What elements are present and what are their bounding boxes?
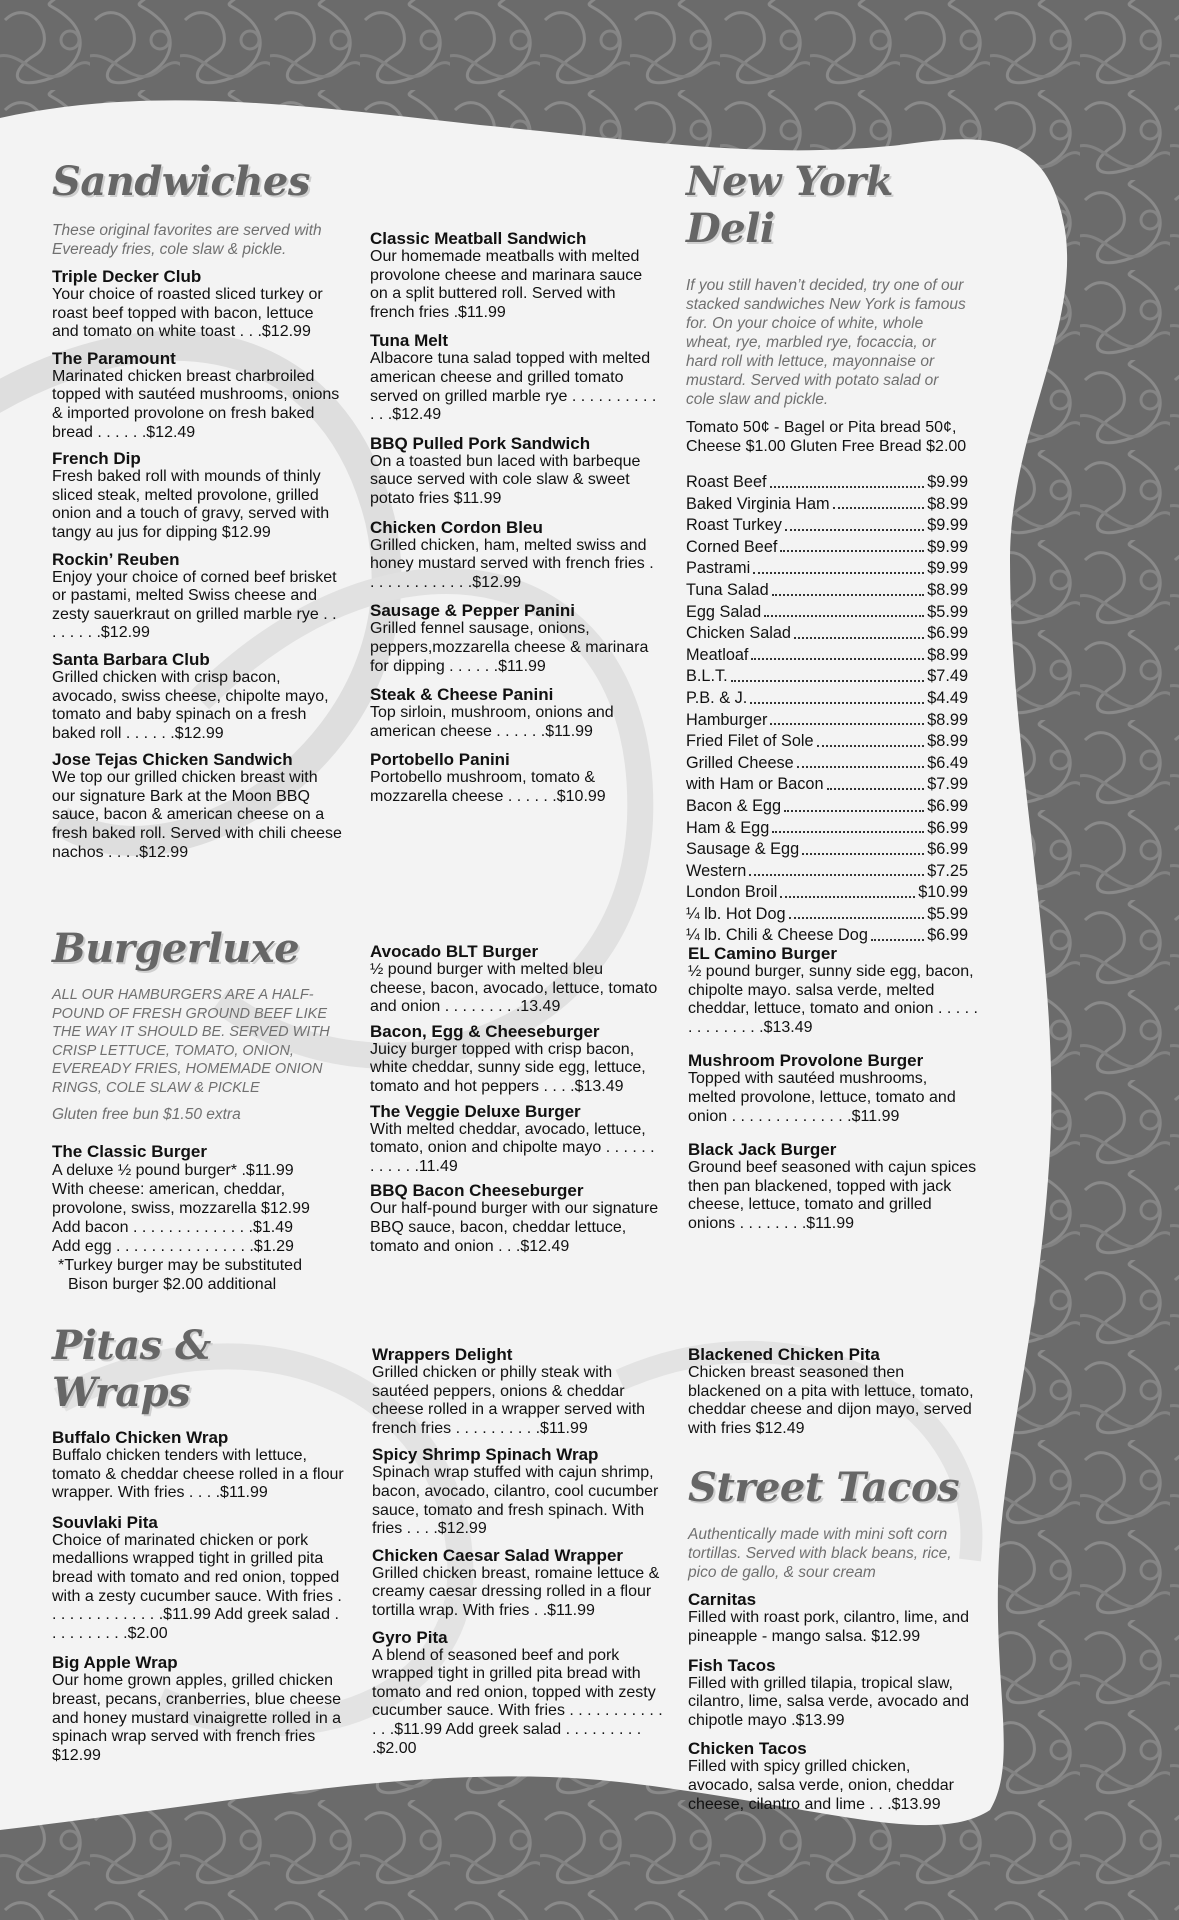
dot-leader [780, 882, 915, 898]
item-description: Chicken breast seasoned then blackened on a pita with lettuce, tomato, cheddar cheese and dijon mayo, served with fries $12.49 [688, 1364, 974, 1437]
item-description: Ground beef seasoned with cajun spices then pan blackened, topped with jack cheese, lettuce, tomato and grilled onions . . . . . . . .$11.99 [688, 1159, 977, 1232]
item-description: ½ pound burger, sunny side egg, bacon, chipolte mayo. salsa verde, melted cheddar, lettuce, tomato and onion . . . . . . . . . . . . . .$13.49 [688, 963, 978, 1036]
sandwiches-section [52, 158, 344, 869]
item-name: Avocado BLT Burger [370, 942, 539, 961]
classic-line: Add bacon . . . . . . . . . . . . . .$1.49 [52, 1219, 294, 1236]
deli-item-sausage-egg [686, 839, 968, 861]
dot-leader [772, 580, 925, 596]
menu-item-bacon-egg-cheeseburger [370, 1022, 662, 1097]
item-description: Grilled chicken, ham, melted swiss and honey mustard served with french fries . . . . . . . . . . . . .$12.99 [370, 536, 654, 591]
menu-item-rockin-reuben [52, 550, 344, 643]
item-name: Chicken Caesar Salad Wrapper [372, 1545, 624, 1565]
menu-item-chicken-caesar-salad-wrapper [372, 1546, 664, 1621]
deli-item-name: B.L.T. [686, 667, 728, 686]
deli-item-price: $8.99 [927, 580, 968, 599]
deli-section [686, 158, 968, 947]
menu-item-the-veggie-deluxe-burger [370, 1102, 662, 1177]
pitas-title: Pitas & Wraps [52, 1322, 211, 1416]
dot-leader [770, 472, 925, 488]
dot-leader [802, 839, 924, 855]
item-name: The Paramount [52, 348, 176, 368]
pitas-column-3 [688, 1345, 978, 1823]
item-name: Spicy Shrimp Spinach Wrap [372, 1445, 599, 1465]
dot-leader [789, 904, 925, 920]
deli-item-price: $6.99 [927, 926, 968, 945]
item-description: Grilled fennel sausage, onions, peppers,mozzarella cheese & marinara for dipping . . . . . .$11.99 [370, 620, 649, 675]
menu-item-santa-barbara-club [52, 650, 344, 743]
item-name: French Dip [52, 449, 141, 469]
classic-line: A deluxe ½ pound burger* .$11.99 [52, 1162, 294, 1179]
pitas-section [52, 1322, 344, 1775]
menu-item-bbq-bacon-cheeseburger [370, 1181, 662, 1256]
deli-item-name: Hamburger [686, 710, 768, 729]
dot-leader [785, 515, 924, 531]
deli-item-name: Western [686, 861, 747, 880]
burgers-section [52, 925, 344, 1301]
menu-item-portobello-panini [370, 750, 662, 806]
deli-item-price: $9.99 [927, 473, 968, 491]
item-description: ½ pound burger with melted bleu cheese, bacon, avocado, lettuce, tomato and onion . . . . . . . . .13.49 [370, 961, 658, 1016]
item-description: Choice of marinated chicken or pork medallions wrapped tight in grilled pita bread with tomato and red onion, topped with a zesty cucumber sauce. With fries . . . . . . . . . . . . . .$11.99 Add greek salad . . . . . . . . . .$2.00 [52, 1531, 342, 1642]
deli-item-london-broil [686, 882, 968, 904]
item-description: Marinated chicken breast charbroiled topped with sautéed mushrooms, onions & imported provolone on fresh baked bread . . . . . .$12.49 [52, 367, 340, 441]
item-description: Portobello mushroom, tomato & mozzarella cheese . . . . . .$10.99 [370, 769, 606, 805]
menu-item-souvlaki-pita [52, 1513, 344, 1644]
deli-item-name: Chicken Salad [686, 624, 791, 643]
deli-item-name: London Broil [686, 883, 778, 902]
deli-item-name: Roast Beef [686, 473, 767, 491]
item-name: Sausage & Pepper Panini [370, 601, 576, 621]
dot-leader [751, 645, 924, 661]
classic-line: provolone, swiss, mozzarella $12.99 [52, 1200, 310, 1217]
item-name: EL Camino Burger [688, 944, 837, 963]
item-name: Classic Meatball Sandwich [370, 229, 587, 248]
deli-item-bacon-egg [686, 796, 968, 818]
item-name: Steak & Cheese Panini [370, 685, 554, 705]
classic-line: Add egg . . . . . . . . . . . . . . . .$1.29 [52, 1238, 294, 1255]
menu-item-the-paramount [52, 349, 344, 442]
deli-item-name: Grilled Cheese [686, 753, 794, 772]
dot-leader [780, 537, 924, 553]
deli-item-name: ¼ lb. Hot Dog [686, 904, 786, 923]
item-description: A blend of seasoned beef and pork wrapped tight in grilled pita bread with tomato and red onion, topped with zesty cucumber sauce. With fries . . . . . . . . . . . . . .$11.99 Add greek salad . . . . . . . . . .$2.00 [372, 1646, 663, 1757]
item-description: With melted cheddar, avocado, lettuce, tomato, onion and chipolte mayo . . . . . . . . . . . .11.49 [370, 1120, 655, 1175]
item-description: We top our grilled chicken breast with our signature Bark at the Moon BBQ sauce, bacon & american cheese on a fresh baked roll. Served with chili cheese nachos . . . .$12.99 [52, 769, 342, 861]
deli-item-name: Roast Turkey [686, 516, 782, 535]
item-name: Buffalo Chicken Wrap [52, 1428, 229, 1447]
deli-item-baked-virginia-ham [686, 494, 968, 516]
item-name: Wrappers Delight [372, 1345, 513, 1364]
menu-item-el-camino-burger [688, 944, 978, 1037]
deli-item-price: $5.99 [927, 602, 968, 621]
dot-leader [871, 925, 924, 941]
menu-item-french-dip [52, 449, 344, 542]
item-description: Our half-pound burger with our signature BBQ sauce, bacon, cheddar lettuce, tomato and onion . . .$12.49 [370, 1200, 659, 1255]
classic-line: Bison burger $2.00 additional [68, 1276, 277, 1293]
deli-item-name: Baked Virginia Ham [686, 494, 830, 513]
dot-leader [753, 558, 924, 574]
deli-item-price: $6.49 [927, 753, 968, 772]
menu-item-blackened-chicken-pita [688, 1345, 978, 1438]
deli-item-name: with Ham or Bacon [686, 775, 824, 794]
dot-leader [731, 666, 925, 682]
menu-item-bbq-pulled-pork-sandwich [370, 434, 662, 509]
item-description: Filled with grilled tilapia, tropical slaw, cilantro, lime, salsa verde, avocado and chipotle mayo .$13.99 [688, 1674, 970, 1729]
burgers-column-2 [370, 942, 662, 1261]
deli-item-price: $7.99 [927, 775, 968, 794]
menu-item-gyro-pita [372, 1628, 664, 1759]
deli-item-price: $6.99 [927, 818, 968, 837]
deli-item-name: P.B. & J. [686, 688, 748, 707]
item-name: Rockin’ Reuben [52, 549, 180, 569]
deli-item-price: $8.99 [927, 710, 968, 729]
burgers-column-3 [688, 944, 978, 1248]
deli-item-name: Meatloaf [686, 645, 749, 664]
item-description: Juicy burger topped with crisp bacon, white cheddar, sunny side egg, lettuce, tomato and hot peppers . . . .$13.49 [370, 1040, 646, 1095]
deli-item-name: Fried Filet of Sole [686, 732, 814, 751]
dot-leader [784, 796, 924, 812]
menu-item-chicken-cordon-bleu [370, 518, 662, 593]
dot-leader [794, 623, 924, 639]
deli-item-hamburger [686, 710, 968, 732]
deli-item-price: $9.99 [927, 559, 968, 578]
item-name: The Classic Burger [52, 1142, 207, 1161]
menu-item-big-apple-wrap [52, 1653, 344, 1765]
dot-leader [749, 861, 924, 877]
item-name: Mushroom Provolone Burger [688, 1051, 924, 1071]
item-description: Our home grown apples, grilled chicken breast, pecans, cranberries, blue cheese and honey mustard vinaigrette rolled in a spinach wrap served with french fries $12.99 [52, 1672, 342, 1764]
sandwiches-intro: These original favorites are served with Eveready fries, cole slaw & pickle. [52, 222, 322, 258]
deli-item-price: $9.99 [927, 516, 968, 535]
item-description: Top sirloin, mushroom, onions and american cheese . . . . . .$11.99 [370, 704, 614, 740]
menu-item-chicken-tacos [688, 1739, 978, 1814]
menu-item-steak-cheese-panini [370, 685, 662, 741]
deli-intro: If you still haven’t decided, try one of our stacked sandwiches New York is famous for. On your choice of white, whole wheat, rye, marbled rye, focaccia, or hard roll with lettuce, mayonnaise or mustard. Served with potato salad or cole slaw and pickle. [686, 277, 966, 408]
deli-item-grilled-cheese [686, 753, 968, 775]
deli-item-name: Egg Salad [686, 602, 762, 621]
deli-item-price: $8.99 [927, 732, 968, 751]
deli-item-price: $10.99 [918, 883, 968, 902]
deli-item-fried-filet-of-sole [686, 731, 968, 753]
menu-item-carnitas [688, 1590, 978, 1646]
deli-item-name: Pastrami [686, 559, 751, 578]
menu-item-spicy-shrimp-spinach-wrap [372, 1445, 664, 1538]
menu-item-buffalo-chicken-wrap [52, 1428, 344, 1503]
deli-item-name: ¼ lb. Chili & Cheese Dog [686, 926, 868, 945]
item-description: Your choice of roasted sliced turkey or roast beef topped with bacon, lettuce and tomato on white toast . . .$12.99 [52, 286, 323, 341]
deli-item-ham-egg [686, 818, 968, 840]
item-description: Grilled chicken breast, romaine lettuce & creamy caesar dressing rolled in a flour tortilla wrap. With fries . .$11.99 [372, 1564, 660, 1619]
menu-item-triple-decker-club [52, 267, 344, 342]
deli-item-name: Ham & Egg [686, 818, 770, 837]
item-name: BBQ Bacon Cheeseburger [370, 1181, 584, 1201]
pitas-column-2 [372, 1345, 664, 1765]
deli-item-roast-turkey [686, 515, 968, 537]
menu-item-classic-meatball-sandwich [370, 229, 662, 322]
item-name: Souvlaki Pita [52, 1512, 158, 1532]
item-description: Our homemade meatballs with melted provolone cheese and marinara sauce on a split buttered roll. Served with french fries .$11.99 [370, 248, 643, 321]
deli-extras: Tomato 50¢ - Bagel or Pita bread 50¢, Cheese $1.00 Gluten Free Bread $2.00 [686, 419, 967, 455]
deli-item-egg-salad [686, 602, 968, 624]
dot-leader [797, 753, 925, 769]
deli-item-price: $8.99 [927, 494, 968, 513]
item-name: Tuna Melt [370, 331, 449, 351]
item-name: Black Jack Burger [688, 1140, 837, 1160]
tacos-title: Street Tacos [688, 1464, 960, 1512]
item-description: Filled with roast pork, cilantro, lime, and pineapple - mango salsa. $12.99 [688, 1609, 969, 1645]
dot-leader [817, 731, 925, 747]
deli-item-price: $6.99 [927, 840, 968, 859]
tacos-intro: Authentically made with mini soft corn tortillas. Served with black beans, rice, pico de gallo, & sour cream [688, 1526, 952, 1582]
deli-item-with-ham-or-bacon [686, 774, 968, 796]
item-name: Chicken Cordon Bleu [370, 517, 543, 537]
menu-item-fish-tacos [688, 1656, 978, 1731]
item-name: Carnitas [688, 1590, 757, 1610]
item-description: Buffalo chicken tenders with lettuce, tomato & cheddar cheese rolled in a flour wrapper. With fries . . . .$11.99 [52, 1447, 344, 1502]
deli-item-meatloaf [686, 645, 968, 667]
burgers-intro: ALL OUR HAMBURGERS ARE A HALF-POUND OF FRESH GROUND BEEF LIKE THE WAY IT SHOULD BE. SERVED WITH CRISP LETTUCE, TOMATO, ONION, EVEREADY FRIES, HOMEMADE ONION RINGS, COLE SLAW & PICKLE [52, 987, 330, 1096]
dot-leader [772, 818, 924, 834]
deli-price-list [686, 472, 968, 947]
menu-item-tuna-melt [370, 331, 662, 424]
item-name: BBQ Pulled Pork Sandwich [370, 433, 591, 453]
dot-leader [750, 688, 924, 704]
dot-leader [833, 494, 925, 510]
deli-item-name: Sausage & Egg [686, 840, 800, 859]
item-description: On a toasted bun laced with barbeque sauce served with cole slaw & sweet potato fries $11.99 [370, 452, 641, 507]
item-name: Bacon, Egg & Cheeseburger [370, 1021, 600, 1041]
item-description: Topped with sautéed mushrooms, melted provolone, lettuce, tomato and onion . . . . . . . . . . . . . .$11.99 [688, 1070, 956, 1125]
item-name: Blackened Chicken Pita [688, 1345, 880, 1364]
deli-item-price: $5.99 [927, 904, 968, 923]
item-description: Filled with spicy grilled chicken, avocado, salsa verde, onion, cheddar cheese, cilantro and lime . . .$13.99 [688, 1758, 954, 1813]
menu-item-mushroom-provolone-burger [688, 1051, 978, 1126]
deli-item-name: Corned Beef [686, 537, 778, 556]
menu-item-sausage-pepper-panini [370, 601, 662, 676]
deli-item-corned-beef [686, 537, 968, 559]
item-name: Jose Tejas Chicken Sandwich [52, 750, 293, 770]
deli-item-price: $8.99 [927, 645, 968, 664]
sandwiches-title: Sandwiches [52, 158, 310, 205]
burgers-title: Burgerluxe [52, 925, 300, 972]
deli-item-roast-beef [686, 472, 968, 494]
item-name: Fish Tacos [688, 1655, 776, 1675]
item-description: Enjoy your choice of corned beef brisket or pastami, melted Swiss cheese and zesty sauerkraut on grilled marble rye . . . . . . . .$12.99 [52, 568, 337, 642]
deli-item-western [686, 861, 968, 883]
item-name: Triple Decker Club [52, 267, 202, 286]
item-name: Santa Barbara Club [52, 649, 210, 669]
item-description: Grilled chicken or philly steak with sautéed peppers, onions & cheddar cheese rolled in a wrapper served with french fries . . . . . . . . . .$11.99 [372, 1364, 646, 1437]
item-description: Grilled chicken with crisp bacon, avocado, swiss cheese, chipolte mayo, tomato and baby spinach on a fresh baked roll . . . . . .$12.99 [52, 668, 329, 742]
classic-line: With cheese: american, cheddar, [52, 1181, 286, 1198]
deli-item-price: $9.99 [927, 537, 968, 556]
sandwiches-column-2 [370, 229, 662, 815]
item-name: The Veggie Deluxe Burger [370, 1101, 581, 1121]
deli-item-price: $7.49 [927, 667, 968, 686]
deli-item-b-l-t [686, 666, 968, 688]
deli-item-chicken-salad [686, 623, 968, 645]
item-name: Chicken Tacos [688, 1739, 807, 1759]
deli-item-price: $4.49 [927, 688, 968, 707]
deli-title: New York Deli [686, 158, 893, 252]
tacos-section [688, 1464, 978, 1814]
menu-item-black-jack-burger [688, 1140, 978, 1233]
item-description: Albacore tuna salad topped with melted american cheese and grilled tomato served on grilled marble rye . . . . . . . . . . . . .$12.49 [370, 350, 657, 424]
deli-item-pastrami [686, 558, 968, 580]
deli-item-price: $6.99 [927, 624, 968, 643]
classic-line: *Turkey burger may be substituted [58, 1257, 302, 1274]
item-description: Fresh baked roll with mounds of thinly sliced steak, melted provolone, grilled onion and a touch of gravy, served with tangy au jus for dipping $12.99 [52, 468, 330, 541]
deli-item-price: $6.99 [927, 796, 968, 815]
menu-item-jose-tejas-chicken-sandwich [52, 750, 344, 862]
item-name: Big Apple Wrap [52, 1653, 178, 1673]
item-description: Spinach wrap stuffed with cajun shrimp, bacon, avocado, cilantro, cool cucumber sauce, tomato and fresh spinach. With fries . . . .$12.99 [372, 1464, 659, 1538]
dot-leader [764, 602, 924, 618]
deli-item-lb-hot-dog [686, 904, 968, 926]
dot-leader [770, 710, 924, 726]
dot-leader [827, 774, 925, 790]
deli-item-price: $7.25 [927, 861, 968, 880]
deli-item-p-b-j [686, 688, 968, 710]
menu-item-classic-burger [52, 1142, 344, 1294]
deli-item-name: Tuna Salad [686, 580, 769, 599]
menu-item-avocado-blt-burger [370, 942, 662, 1017]
gluten-free-note: Gluten free bun $1.50 extra [52, 1106, 241, 1123]
menu-item-wrappers-delight [372, 1345, 664, 1438]
deli-item-name: Bacon & Egg [686, 796, 782, 815]
deli-item-tuna-salad [686, 580, 968, 602]
item-name: Portobello Panini [370, 750, 510, 770]
item-name: Gyro Pita [372, 1627, 448, 1647]
